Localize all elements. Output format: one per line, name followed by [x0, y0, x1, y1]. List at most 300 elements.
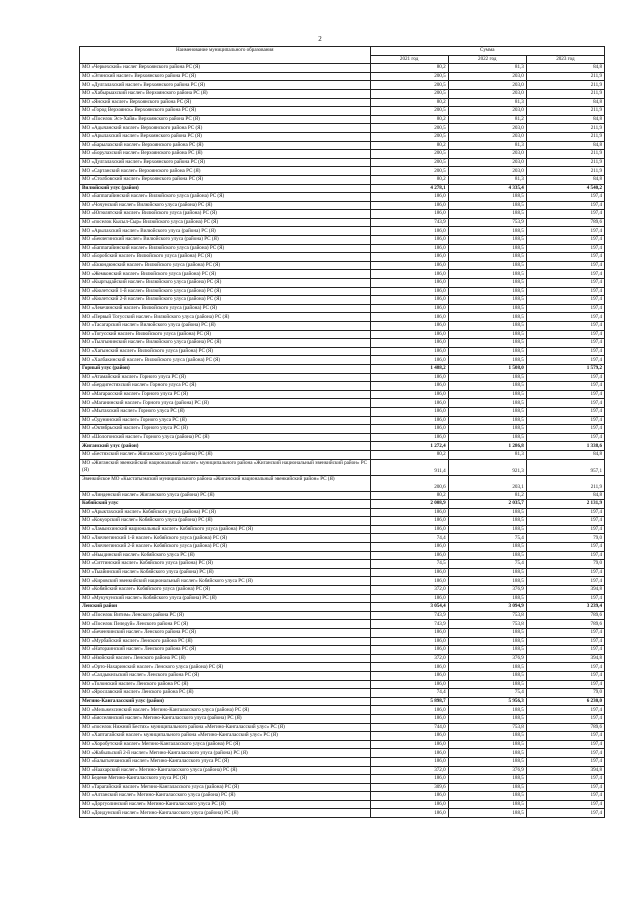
row-name: Мегино-Кангаласский улус (район) — [80, 697, 371, 706]
row-name: МО «поселок Кысыл-Сыр» Вилюйского улуса (района) РС (Я) — [80, 218, 371, 227]
row-name: МО «Жиганский эвенкийский национальный наслег» муниципального района «Жиганский национальный эвенкийский район» РС (Я) — [80, 459, 371, 475]
value-2023: 197,4 — [526, 287, 604, 296]
row-name: МО «Кировский эвенкийский национальный наслег» Кобяйского улуса РС (Я) — [80, 577, 371, 586]
value-2021: 372,0 — [370, 766, 448, 775]
table-row — [80, 98, 605, 107]
value-2021: 186,0 — [370, 671, 448, 680]
header-name: Наименование муниципального образования — [80, 47, 371, 64]
value-2023: 6 230,0 — [526, 697, 604, 706]
value-2021: 200,5 — [370, 107, 448, 116]
value-2022: 188,5 — [448, 382, 526, 391]
value-2022: 188,5 — [448, 809, 526, 818]
value-2023: 197,4 — [526, 347, 604, 356]
value-2022: 188,5 — [448, 671, 526, 680]
value-2022: 753,8 — [448, 611, 526, 620]
value-2021: 186,0 — [370, 732, 448, 741]
row-name: Кобяйский улус — [80, 500, 371, 509]
value-2021: 186,0 — [370, 757, 448, 766]
value-2021: 186,0 — [370, 193, 448, 202]
table-row — [80, 459, 605, 475]
table-row — [80, 620, 605, 629]
table-row — [80, 296, 605, 305]
table-row — [80, 227, 605, 236]
table-row — [80, 72, 605, 81]
value-2023: 197,4 — [526, 201, 604, 210]
value-2023: 79,0 — [526, 534, 604, 543]
table-row — [80, 543, 605, 552]
value-2022: 376,9 — [448, 586, 526, 595]
value-2022: 203,0 — [448, 81, 526, 90]
table-row — [80, 339, 605, 348]
value-2023: 197,4 — [526, 800, 604, 809]
table-row — [80, 356, 605, 365]
value-2022: 3 094,9 — [448, 603, 526, 612]
table-row — [80, 517, 605, 526]
value-2023: 197,4 — [526, 304, 604, 313]
value-2021: 743,9 — [370, 620, 448, 629]
value-2022: 203,0 — [448, 124, 526, 133]
row-name: МО «Атамайский наслег» Горного улуса РС (Я) — [80, 373, 371, 382]
row-name: МО «Боробский наслег» Вилюйского улуса (района) РС (Я) — [80, 253, 371, 262]
row-name: МО «Ньыдинский наслег» Кобяйского улуса РС (Я) — [80, 551, 371, 560]
value-2023: 197,4 — [526, 637, 604, 646]
table-row — [80, 89, 605, 98]
row-name: МО «Магарасский наслег» Горного улуса РС (Я) — [80, 390, 371, 399]
table-row — [80, 586, 605, 595]
value-2021: 186,0 — [370, 706, 448, 715]
table-row — [80, 809, 605, 818]
value-2023: 197,4 — [526, 525, 604, 534]
value-2023: 197,4 — [526, 399, 604, 408]
value-2023: 197,4 — [526, 646, 604, 655]
value-2022: 188,5 — [448, 732, 526, 741]
table-row — [80, 732, 605, 741]
value-2022: 188,5 — [448, 356, 526, 365]
value-2022: 376,9 — [448, 766, 526, 775]
value-2021: 4 278,1 — [370, 184, 448, 193]
value-2022: 188,5 — [448, 261, 526, 270]
row-name: Вилюйский улус (район) — [80, 184, 371, 193]
value-2021: 200,5 — [370, 132, 448, 141]
value-2022: 188,5 — [448, 425, 526, 434]
value-2022: 1 286,8 — [448, 442, 526, 451]
table-row — [80, 64, 605, 73]
value-2021: 2 008,9 — [370, 500, 448, 509]
row-name: МО «Бестяхский наслег» Жиганского улуса (района) РС (Я) — [80, 450, 371, 459]
row-name: МО «Поселок Эсэ-Хайя» Верхоянского района РС (Я) — [80, 115, 371, 124]
row-name: МО «Бясселянский наслег» Мегино-Кангаласского улуса (района) РС (Я) — [80, 714, 371, 723]
value-2023: 197,4 — [526, 732, 604, 741]
value-2021: 1 488,2 — [370, 364, 448, 373]
table-row — [80, 740, 605, 749]
value-2022: 188,5 — [448, 244, 526, 253]
value-2021: 1 272,4 — [370, 442, 448, 451]
value-2022: 203,0 — [448, 167, 526, 176]
table-row — [80, 382, 605, 391]
value-2022: 203,0 — [448, 150, 526, 159]
value-2023: 197,4 — [526, 775, 604, 784]
value-2021: 3 054,4 — [370, 603, 448, 612]
table-row — [80, 689, 605, 698]
value-2022: 203,0 — [448, 158, 526, 167]
district-total-row — [80, 500, 605, 509]
row-name: Жиганский улус (район) — [80, 442, 371, 451]
table-row — [80, 629, 605, 638]
value-2021: 186,0 — [370, 800, 448, 809]
value-2023: 197,4 — [526, 296, 604, 305]
row-name: МО «Тогусский наслег» Вилюйского улуса (района) РС (Я) — [80, 330, 371, 339]
row-name: МО «Бекчегинский наслег» Вилюйского улуса (района) РС (Я) — [80, 236, 371, 245]
value-2023: 197,4 — [526, 210, 604, 219]
value-2021: 186,0 — [370, 270, 448, 279]
table-row — [80, 525, 605, 534]
value-2021: 186,0 — [370, 646, 448, 655]
district-total-row — [80, 364, 605, 373]
value-2022: 188,5 — [448, 740, 526, 749]
row-name: МО «Балыгыччанский наслег» Мегино-Кангаласского улуса РС (Я) — [80, 757, 371, 766]
row-name: МО «Арылахский наслег» Верхоянского района РС (Я) — [80, 132, 371, 141]
table-row — [80, 390, 605, 399]
value-2023: 211,9 — [526, 89, 604, 98]
value-2023: 197,4 — [526, 382, 604, 391]
value-2021: 186,0 — [370, 322, 448, 331]
table-row — [80, 141, 605, 150]
row-name: МО «Поселок Витим» Ленского района РС (Я) — [80, 611, 371, 620]
value-2022: 188,5 — [448, 568, 526, 577]
table-row — [80, 663, 605, 672]
value-2023: 197,4 — [526, 663, 604, 672]
value-2023: 197,4 — [526, 253, 604, 262]
value-2022: 188,5 — [448, 296, 526, 305]
table-row — [80, 253, 605, 262]
row-name: МО «Лекечинский наслег» Вилюйского улуса (района) РС (Я) — [80, 304, 371, 313]
value-2022: 4 335,4 — [448, 184, 526, 193]
value-2022: 188,5 — [448, 525, 526, 534]
district-total-row — [80, 697, 605, 706]
row-name: МО «Янский наслег» Верхоянского района РС (Я) — [80, 98, 371, 107]
table-row — [80, 210, 605, 219]
value-2021: 309,6 — [370, 783, 448, 792]
row-name: МО «Шологонский наслег» Горного улуса (района) РС (Я) — [80, 433, 371, 442]
row-name: МО «Поселок Пеледуй» Ленского района РС (Я) — [80, 620, 371, 629]
value-2021: 186,0 — [370, 416, 448, 425]
row-name: МО «Халбакинский наслег» Вилюйского улуса (района) РС (Я) — [80, 356, 371, 365]
value-2021: 186,0 — [370, 287, 448, 296]
value-2023: 197,4 — [526, 551, 604, 560]
value-2022: 753,8 — [448, 620, 526, 629]
table-row — [80, 671, 605, 680]
value-2023: 197,4 — [526, 517, 604, 526]
value-2022: 188,5 — [448, 210, 526, 219]
value-2022: 1 508,0 — [448, 364, 526, 373]
value-2023: 84,8 — [526, 175, 604, 184]
row-name: МО «Октябрьский наслег» Горного улуса РС (Я) — [80, 425, 371, 434]
value-2023: 211,9 — [526, 72, 604, 81]
value-2022: 188,5 — [448, 373, 526, 382]
row-name: Эвенкийское МО «Кыстатыэмский муниципального района «Жиганский национальный эвенкийский район» РС (Я) — [80, 475, 371, 491]
value-2021: 200,5 — [370, 81, 448, 90]
row-name: МО «Жемконский наслег» Вилюйского улуса (района) РС (Я) — [80, 270, 371, 279]
value-2021: 186,0 — [370, 714, 448, 723]
value-2022: 188,5 — [448, 783, 526, 792]
value-2021: 186,0 — [370, 577, 448, 586]
row-name: МО «Кыргыдайский наслег» Вилюйского улуса (района) РС (Я) — [80, 279, 371, 288]
value-2023: 197,4 — [526, 279, 604, 288]
value-2023: 1 579,2 — [526, 364, 604, 373]
value-2023: 197,4 — [526, 568, 604, 577]
value-2021: 80,2 — [370, 115, 448, 124]
value-2021: 186,0 — [370, 792, 448, 801]
value-2023: 211,9 — [526, 124, 604, 133]
value-2022: 188,5 — [448, 757, 526, 766]
value-2021: 743,9 — [370, 218, 448, 227]
row-name: МО «Мукучунский наслег» Кобяйского улуса (района) РС (Я) — [80, 594, 371, 603]
value-2021: 80,2 — [370, 450, 448, 459]
value-2023: 197,4 — [526, 680, 604, 689]
row-name: МО «Бердигестяхский наслег» Горного улуса РС (Я) — [80, 382, 371, 391]
table-body — [80, 64, 605, 818]
row-name: МО «Хаптагайский наслег» муниципального района «Мегино-Кангаласский улус» РС (Я) — [80, 732, 371, 741]
value-2023: 197,4 — [526, 425, 604, 434]
table-row — [80, 714, 605, 723]
value-2021: 74,4 — [370, 534, 448, 543]
value-2022: 81,3 — [448, 64, 526, 73]
value-2021: 186,0 — [370, 775, 448, 784]
value-2023: 211,9 — [526, 167, 604, 176]
value-2022: 81,3 — [448, 450, 526, 459]
value-2022: 203,0 — [448, 89, 526, 98]
row-name: МО «Хагынский наслег» Вилюйского улуса (района) РС (Я) — [80, 347, 371, 356]
value-2021: 186,0 — [370, 594, 448, 603]
row-name: МО «Борулахский наслег» Верхоянского района РС (Я) — [80, 150, 371, 159]
value-2022: 188,5 — [448, 749, 526, 758]
row-name: Ленский район — [80, 603, 371, 612]
value-2022: 75,4 — [448, 560, 526, 569]
value-2022: 188,5 — [448, 304, 526, 313]
value-2022: 188,5 — [448, 399, 526, 408]
value-2023: 84,8 — [526, 64, 604, 73]
row-name: МО «Черкехский» наслег Верхоянского района РС (Я) — [80, 64, 371, 73]
value-2023: 211,9 — [526, 107, 604, 116]
row-name: МО «Барылахский наслег» Верхоянского района РС (Я) — [80, 141, 371, 150]
table-row — [80, 201, 605, 210]
value-2022: 188,5 — [448, 543, 526, 552]
value-2021: 186,0 — [370, 663, 448, 672]
value-2023: 2 131,9 — [526, 500, 604, 509]
table-row — [80, 491, 605, 500]
value-2022: 753,9 — [448, 218, 526, 227]
value-2021: 186,0 — [370, 236, 448, 245]
value-2023: 957,1 — [526, 459, 604, 475]
row-name: МО «Жабыльский 2-й наслег» Мегино-Кангаласского улуса (района) РС (Я) — [80, 749, 371, 758]
row-name: МО «Салдыкельский наслег» Ленского района РС (Я) — [80, 671, 371, 680]
header-year-2021: 2021 год — [370, 55, 448, 64]
value-2021: 186,0 — [370, 279, 448, 288]
value-2022: 188,5 — [448, 347, 526, 356]
value-2023: 84,8 — [526, 115, 604, 124]
table-row — [80, 279, 605, 288]
table-row — [80, 313, 605, 322]
table-row — [80, 158, 605, 167]
value-2023: 197,4 — [526, 671, 604, 680]
value-2021: 186,0 — [370, 313, 448, 322]
row-name: МО «Сартанский наслег» Верхоянского района РС (Я) — [80, 167, 371, 176]
table-row — [80, 399, 605, 408]
value-2021: 186,0 — [370, 749, 448, 758]
table-row — [80, 322, 605, 331]
row-name: МО «Эгинский наслег» Верхоянского района РС (Я) — [80, 72, 371, 81]
value-2022: 75,4 — [448, 534, 526, 543]
row-name: МО «Арылахский наслег» Вилюйского улуса (района) РС (Я) — [80, 227, 371, 236]
header-sum: Сумма — [370, 47, 604, 56]
value-2021: 186,0 — [370, 210, 448, 219]
row-name: МО «Доидунский наслег» Мегино-Кангаласского улуса (района) РС (Я) — [80, 809, 371, 818]
value-2022: 188,5 — [448, 416, 526, 425]
value-2023: 197,4 — [526, 433, 604, 442]
value-2021: 80,2 — [370, 175, 448, 184]
table-row — [80, 611, 605, 620]
value-2021: 186,0 — [370, 347, 448, 356]
row-name: МО «Маганинский наслег» Горного улуса (района) РС (Я) — [80, 399, 371, 408]
table-row — [80, 416, 605, 425]
table-row — [80, 167, 605, 176]
value-2022: 188,5 — [448, 637, 526, 646]
value-2021: 186,0 — [370, 525, 448, 534]
value-2021: 186,0 — [370, 399, 448, 408]
value-2022: 203,0 — [448, 132, 526, 141]
table-row — [80, 475, 605, 491]
row-name: МО «Хоробутский наслег» Мегино-Кангаласского улуса (района) РС (Я) — [80, 740, 371, 749]
table-row — [80, 304, 605, 313]
row-name: МО «Арыктахский наслег» Кобяйского улуса (района) РС (Я) — [80, 508, 371, 517]
page-number: 2 — [318, 35, 322, 43]
value-2021: 186,0 — [370, 637, 448, 646]
table-row — [80, 132, 605, 141]
value-2023: 197,4 — [526, 783, 604, 792]
table-row — [80, 646, 605, 655]
value-2021: 186,0 — [370, 244, 448, 253]
table-row — [80, 680, 605, 689]
row-name: МО «Кобяйский наслег» Кобяйского улуса (района) РС (Я) — [80, 586, 371, 595]
district-total-row — [80, 442, 605, 451]
value-2022: 81,2 — [448, 491, 526, 500]
value-2021: 200,5 — [370, 150, 448, 159]
row-name: МО «Орто-Нахаринский наслег» Ленского улуса (района) РС (Я) — [80, 663, 371, 672]
value-2023: 1 338,6 — [526, 442, 604, 451]
value-2021: 186,0 — [370, 629, 448, 638]
table-row — [80, 551, 605, 560]
value-2023: 197,4 — [526, 261, 604, 270]
value-2021: 80,2 — [370, 141, 448, 150]
row-name: МО «поселок Нижний Бестях» муниципального района «Мегино-Кангаласский улус» РС (Я) — [80, 723, 371, 732]
value-2021: 186,0 — [370, 433, 448, 442]
row-name: МО «Кюлетский 1-й наслег» Вилюйского улуса (района) РС (Я) — [80, 287, 371, 296]
district-total-row — [80, 603, 605, 612]
value-2023: 197,4 — [526, 227, 604, 236]
table-row — [80, 124, 605, 133]
value-2022: 188,5 — [448, 313, 526, 322]
value-2021: 186,0 — [370, 407, 448, 416]
value-2023: 394,8 — [526, 654, 604, 663]
value-2023: 211,9 — [526, 475, 604, 491]
value-2023: 84,8 — [526, 450, 604, 459]
value-2022: 81,3 — [448, 141, 526, 150]
value-2021: 372,0 — [370, 654, 448, 663]
value-2021: 186,0 — [370, 517, 448, 526]
value-2021: 200,5 — [370, 158, 448, 167]
value-2023: 197,4 — [526, 416, 604, 425]
value-2021: 200,6 — [370, 475, 448, 491]
value-2021: 5 898,7 — [370, 697, 448, 706]
value-2022: 188,5 — [448, 800, 526, 809]
value-2021: 80,2 — [370, 491, 448, 500]
value-2022: 753,8 — [448, 723, 526, 732]
value-2022: 2 035,7 — [448, 500, 526, 509]
row-name: МО «Ситтинский наслег» Кобяйского улуса (района) РС (Я) — [80, 560, 371, 569]
value-2022: 188,5 — [448, 270, 526, 279]
table-row — [80, 757, 605, 766]
value-2023: 197,4 — [526, 244, 604, 253]
value-2023: 789,6 — [526, 723, 604, 732]
header-year-2022: 2022 год — [448, 55, 526, 64]
value-2022: 188,5 — [448, 330, 526, 339]
value-2023: 789,6 — [526, 218, 604, 227]
value-2022: 81,3 — [448, 175, 526, 184]
row-name: МО «Баппагайинский наслег» Вилюйского улуса (района) РС (Я) — [80, 193, 371, 202]
value-2021: 200,5 — [370, 124, 448, 133]
value-2023: 197,4 — [526, 594, 604, 603]
subsidy-table — [79, 46, 605, 818]
table-row — [80, 654, 605, 663]
value-2022: 203,0 — [448, 107, 526, 116]
row-name: МО «Первый Тогусский наслег» Вилюйского улуса (района) РС (Я) — [80, 313, 371, 322]
table-row — [80, 244, 605, 253]
value-2021: 186,0 — [370, 227, 448, 236]
value-2023: 197,4 — [526, 629, 604, 638]
value-2021: 74,5 — [370, 560, 448, 569]
value-2021: 186,0 — [370, 304, 448, 313]
value-2022: 188,5 — [448, 551, 526, 560]
value-2022: 188,5 — [448, 322, 526, 331]
value-2023: 197,4 — [526, 577, 604, 586]
table-row — [80, 560, 605, 569]
table-row — [80, 775, 605, 784]
value-2021: 80,2 — [370, 98, 448, 107]
value-2022: 75,4 — [448, 689, 526, 698]
value-2023: 197,4 — [526, 706, 604, 715]
row-name: МО «Беченчинский наслег» Ленского района РС (Я) — [80, 629, 371, 638]
row-name: МО «Югюлятский наслег» Вилюйского улуса (района) РС (Я) — [80, 210, 371, 219]
table-row — [80, 568, 605, 577]
value-2022: 188,5 — [448, 279, 526, 288]
table-row — [80, 261, 605, 270]
table-row — [80, 723, 605, 732]
value-2023: 79,0 — [526, 560, 604, 569]
value-2023: 197,4 — [526, 270, 604, 279]
value-2021: 186,0 — [370, 568, 448, 577]
row-name: МО Бедеме Мегино-Кангаласского улуса РС (Я) — [80, 775, 371, 784]
value-2022: 188,5 — [448, 339, 526, 348]
value-2023: 197,4 — [526, 373, 604, 382]
value-2023: 211,9 — [526, 158, 604, 167]
row-name: МО «Дулгалахский наслег» Верхоянского района РС (Я) — [80, 158, 371, 167]
value-2023: 197,4 — [526, 236, 604, 245]
table-row — [80, 81, 605, 90]
value-2023: 211,9 — [526, 132, 604, 141]
value-2023: 3 239,4 — [526, 603, 604, 612]
value-2022: 188,5 — [448, 517, 526, 526]
value-2023: 789,6 — [526, 611, 604, 620]
